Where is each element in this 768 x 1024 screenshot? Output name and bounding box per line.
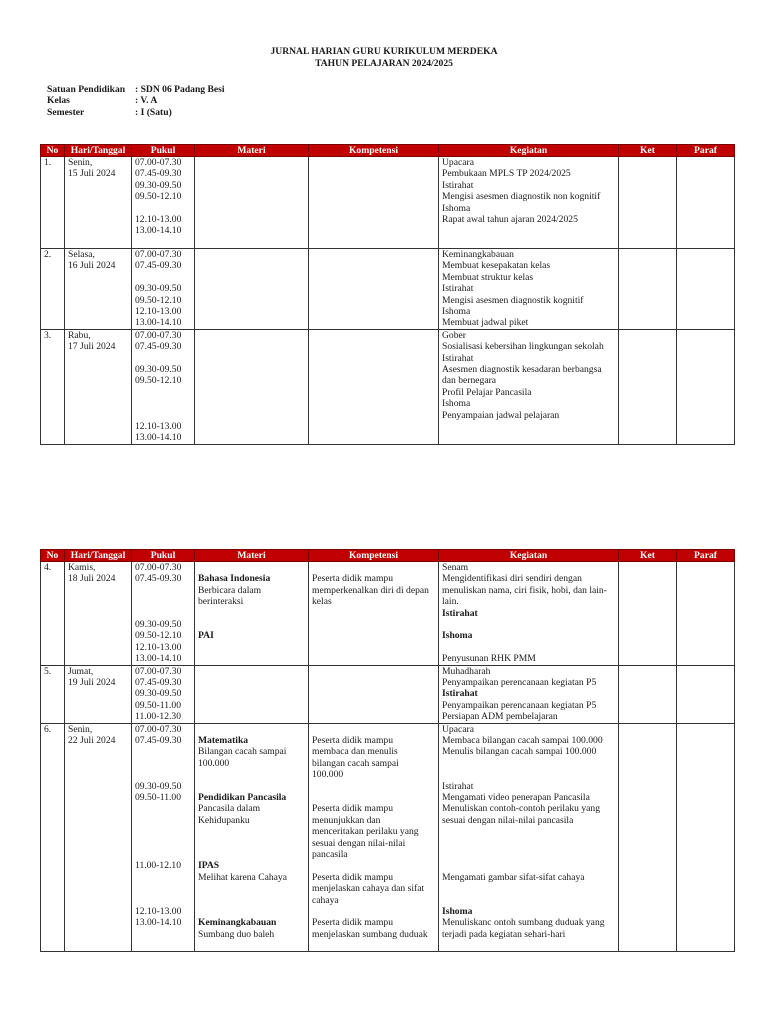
cell-line: Keminangkabauan	[198, 917, 277, 929]
cell-line: 09.30-09.50	[135, 780, 182, 792]
row-time	[132, 665, 195, 723]
row-paraf	[677, 723, 735, 951]
info-label: Satuan Pendidikan	[47, 84, 126, 95]
info-row-semester	[47, 107, 225, 118]
cell-line: Matematika	[198, 735, 249, 747]
cell-line	[198, 562, 305, 573]
cell-line	[198, 906, 305, 917]
cell-line	[135, 746, 191, 757]
cell-line: Peserta didik mampu	[312, 573, 393, 585]
cell-line: Bilangan cacah sampai	[198, 746, 287, 758]
cell-line: cahaya	[312, 894, 339, 906]
cell-line	[442, 758, 615, 769]
cell-line: 07.45-09.30	[135, 341, 182, 353]
info-value: : SDN 06 Padang Besi	[135, 84, 225, 95]
cell-line	[198, 838, 305, 849]
cell-line: 09.30-09.50	[135, 688, 182, 700]
cell-line: 12.10-13.00	[135, 421, 182, 433]
cell-line	[135, 272, 191, 283]
cell-line: 13.00-14.10	[135, 917, 182, 929]
cell-line: 16 Juli 2024	[68, 260, 116, 272]
cell-line: 2.	[44, 249, 52, 260]
cell-line	[198, 781, 305, 792]
cell-line: 09.50-11.00	[135, 699, 182, 711]
cell-line: 09.50-12.10	[135, 191, 182, 203]
cell-line: Membuat jadwal piket	[442, 317, 529, 329]
row-paraf	[677, 562, 735, 666]
table-header-row	[41, 550, 735, 562]
table-row	[41, 665, 735, 723]
journal-table-2	[40, 549, 735, 952]
row-paraf	[677, 157, 735, 249]
row-number	[41, 562, 65, 666]
cell-line: 18 Juli 2024	[68, 573, 116, 585]
cell-line	[442, 849, 615, 860]
cell-line: Membaca bilangan cacah sampai 100.000	[442, 735, 603, 747]
row-materi	[195, 157, 309, 249]
cell-line: Istirahat	[442, 179, 474, 191]
row-number	[41, 329, 65, 444]
cell-line: Membuat struktur kelas	[442, 271, 534, 283]
col-header-no: No	[41, 550, 65, 562]
cell-line: 07.45-09.30	[135, 573, 182, 585]
cell-line: Istirahat	[442, 283, 474, 295]
cell-line: Kehidupanku	[198, 814, 250, 826]
row-kegiatan	[439, 665, 619, 723]
cell-line: menjelaskan cahaya dan sifat	[312, 883, 425, 895]
col-header-date: Hari/Tanggal	[65, 145, 132, 157]
cell-line	[135, 203, 191, 214]
cell-line: 09.50-12.10	[135, 294, 182, 306]
cell-line	[312, 906, 435, 917]
row-materi	[195, 329, 309, 444]
cell-line: Pancasila dalam	[198, 803, 261, 815]
cell-line: memperkenalkan diri di depan	[312, 584, 429, 596]
row-kompetensi	[309, 157, 439, 249]
cell-line: 15 Juli 2024	[68, 168, 116, 180]
cell-line: 3.	[44, 329, 52, 341]
cell-line: 6.	[44, 723, 52, 735]
cell-line	[135, 387, 191, 398]
col-header-time: Pukul	[132, 550, 195, 562]
cell-line: menjelaskan sumbang duduak	[312, 928, 428, 940]
cell-line: 09.50-12.10	[135, 630, 182, 642]
table-header-row	[41, 145, 735, 157]
cell-line: Sumbang duo baleh	[198, 928, 275, 940]
cell-line: Selasa,	[68, 249, 95, 260]
cell-line: sesuai dengan nilai-nilai pancasila	[442, 814, 574, 826]
cell-line: Sosialisasi kebersihan lingkungan sekolah	[442, 341, 604, 353]
row-kegiatan	[439, 723, 619, 951]
cell-line: 07.45-09.30	[135, 168, 182, 180]
info-value: : I (Satu)	[135, 106, 172, 118]
row-materi	[195, 562, 309, 666]
cell-line: Peserta didik mampu	[312, 871, 393, 883]
row-ket	[619, 329, 677, 444]
cell-line	[442, 642, 615, 653]
cell-line	[198, 608, 305, 619]
cell-line: IPAS	[198, 860, 220, 872]
cell-line	[135, 585, 191, 596]
cell-line: lain.	[442, 596, 459, 608]
cell-line	[198, 619, 305, 630]
col-header-ket: Ket	[619, 145, 677, 157]
table-row	[41, 157, 735, 249]
cell-line: Rapat awal tahun ajaran 2024/2025	[442, 214, 578, 226]
cell-line: 09.50-12.10	[135, 375, 182, 387]
row-paraf	[677, 249, 735, 330]
row-time	[132, 723, 195, 951]
row-date	[65, 665, 132, 723]
cell-line: berinteraksi	[198, 596, 244, 608]
col-header-kompetensi: Kompetensi	[309, 145, 439, 157]
cell-line: 13.00-14.10	[135, 653, 182, 665]
cell-line: 100.000	[312, 769, 344, 781]
row-time	[132, 562, 195, 666]
cell-line	[312, 724, 435, 735]
row-kompetensi	[309, 562, 439, 666]
row-ket	[619, 723, 677, 951]
cell-line: Keminangkabauan	[442, 249, 514, 260]
cell-line: Penyampaian jadwal pelajaran	[442, 409, 560, 421]
cell-line: Peserta didik mampu	[312, 735, 393, 747]
cell-line	[198, 895, 305, 906]
cell-line: Ishoma	[442, 202, 471, 214]
cell-line: dan bernegara	[442, 375, 497, 387]
cell-line	[135, 872, 191, 883]
cell-line: Membuat kesepakatan kelas	[442, 260, 551, 272]
row-number	[41, 665, 65, 723]
row-date	[65, 157, 132, 249]
cell-line	[135, 883, 191, 894]
cell-line: Profil Pelajar Pancasila	[442, 386, 532, 398]
cell-line: Ishoma	[442, 906, 473, 918]
cell-line: Jumat,	[68, 665, 94, 677]
info-label: Semester	[47, 106, 85, 118]
cell-line	[442, 883, 615, 894]
row-kegiatan	[439, 157, 619, 249]
cell-line: Pembukaan MPLS TP 2024/2025	[442, 168, 571, 180]
col-header-paraf: Paraf	[677, 145, 735, 157]
cell-line	[198, 849, 305, 860]
document-subtitle: TAHUN PELAJARAN 2024/2025	[315, 58, 453, 69]
cell-line: 11.00-12.10	[135, 860, 182, 872]
row-kompetensi	[309, 723, 439, 951]
cell-line: Mengisi asesmen diagnostik kognitif	[442, 294, 584, 306]
cell-line: 07.45-09.30	[135, 735, 182, 747]
cell-line	[312, 860, 435, 871]
cell-line: Ishoma	[442, 398, 471, 410]
row-kegiatan	[439, 249, 619, 330]
cell-line: 09.30-09.50	[135, 364, 182, 376]
cell-line: Peserta didik mampu	[312, 803, 393, 815]
col-header-no: No	[41, 145, 65, 157]
row-number	[41, 723, 65, 951]
col-header-paraf: Paraf	[677, 550, 735, 562]
cell-line: 07.00-07.30	[135, 157, 182, 168]
col-header-kegiatan: Kegiatan	[439, 550, 619, 562]
school-info	[47, 84, 225, 118]
cell-line: Istirahat	[442, 352, 474, 364]
cell-line: terjadi pada kegiatan sehari-hari	[442, 928, 566, 940]
row-kompetensi	[309, 329, 439, 444]
cell-line: 12.10-13.00	[135, 905, 182, 917]
table-body	[41, 562, 735, 952]
cell-line	[442, 895, 615, 906]
cell-line: Persiapan ADM pembelajaran	[442, 711, 558, 723]
row-time	[132, 157, 195, 249]
cell-line: Menuliskan contoh-contoh perilaku yang	[442, 803, 600, 815]
table-body	[41, 157, 735, 445]
cell-line: 09.30-09.50	[135, 618, 182, 630]
cell-line: menceritakan perilaku yang	[312, 826, 419, 838]
info-value: : V. A	[135, 95, 158, 107]
row-kegiatan	[439, 562, 619, 666]
cell-line: Asesmen diagnostik kesadaran berbangsa	[442, 364, 602, 376]
cell-line: 07.00-07.30	[135, 249, 182, 260]
cell-line	[442, 619, 615, 630]
cell-line	[312, 562, 435, 573]
table-row	[41, 562, 735, 666]
table-row	[41, 723, 735, 951]
cell-line	[135, 838, 191, 849]
cell-line: Upacara	[442, 157, 474, 168]
cell-line: 11.00-12.30	[135, 711, 182, 723]
cell-line: bilangan cacah sampai	[312, 757, 399, 769]
cell-line: Istirahat	[442, 607, 478, 619]
cell-line: Menuliskanc ontoh sumbang duduak yang	[442, 917, 605, 929]
cell-line: 09.30-09.50	[135, 179, 182, 191]
cell-line: 5.	[44, 665, 52, 677]
cell-line: 07.00-07.30	[135, 562, 182, 573]
info-row-class	[47, 95, 225, 106]
cell-line: 09.50-11.00	[135, 792, 182, 804]
cell-line: 13.00-14.10	[135, 317, 182, 329]
row-date	[65, 329, 132, 444]
row-materi	[195, 249, 309, 330]
cell-line: Mengidentifikasi diri sendiri dengan	[442, 573, 582, 585]
cell-line	[198, 826, 305, 837]
col-header-date: Hari/Tanggal	[65, 550, 132, 562]
cell-line	[312, 781, 435, 792]
cell-line: Pendidikan Pancasila	[198, 792, 287, 804]
cell-line: 19 Juli 2024	[68, 677, 116, 689]
row-time	[132, 329, 195, 444]
table-row	[41, 249, 735, 330]
row-ket	[619, 562, 677, 666]
cell-line	[135, 353, 191, 364]
cell-line: Mengisi asesmen diagnostik non kognitif	[442, 191, 601, 203]
row-time	[132, 249, 195, 330]
row-date	[65, 249, 132, 330]
info-row-school	[47, 84, 225, 95]
journal-table-1	[40, 144, 735, 445]
cell-line: kelas	[312, 596, 332, 608]
row-kegiatan	[439, 329, 619, 444]
row-materi	[195, 723, 309, 951]
cell-line	[135, 803, 191, 814]
cell-line: 22 Juli 2024	[68, 735, 116, 747]
cell-line: Ishoma	[442, 630, 473, 642]
col-header-materi: Materi	[195, 145, 309, 157]
cell-line: Senin,	[68, 157, 93, 168]
table-row	[41, 329, 735, 444]
cell-line	[312, 792, 435, 803]
cell-line	[135, 758, 191, 769]
row-ket	[619, 665, 677, 723]
cell-line: Penyampaikan perencanaan kegiatan P5	[442, 699, 597, 711]
cell-line: Istirahat	[442, 780, 474, 792]
cell-line: 07.45-09.30	[135, 677, 182, 689]
cell-line: Senin,	[68, 723, 93, 735]
row-paraf	[677, 665, 735, 723]
cell-line	[135, 410, 191, 421]
cell-line: menuliskan nama, ciri fisik, hobi, dan lain-	[442, 584, 607, 596]
cell-line: 17 Juli 2024	[68, 341, 116, 353]
col-header-time: Pukul	[132, 145, 195, 157]
col-header-kegiatan: Kegiatan	[439, 145, 619, 157]
col-header-kompetensi: Kompetensi	[309, 550, 439, 562]
cell-line: Mengamati gambar sifat-sifat cahaya	[442, 871, 585, 883]
cell-line	[442, 826, 615, 837]
cell-line: PAI	[198, 630, 214, 642]
cell-line: pancasila	[312, 849, 348, 861]
cell-line: Berbicara dalam	[198, 584, 262, 596]
cell-line	[442, 769, 615, 780]
cell-line: Kamis,	[68, 562, 96, 573]
cell-line	[135, 815, 191, 826]
cell-line: Ishoma	[442, 306, 471, 318]
cell-line: Peserta didik mampu	[312, 917, 393, 929]
cell-line: 07.00-07.30	[135, 665, 182, 677]
cell-line	[135, 769, 191, 780]
cell-line: Gober	[442, 329, 466, 341]
cell-line	[442, 860, 615, 871]
cell-line: Penyusunan RHK PMM	[442, 653, 536, 665]
cell-line	[198, 769, 305, 780]
row-kompetensi	[309, 249, 439, 330]
cell-line	[198, 883, 305, 894]
cell-line: 07.00-07.30	[135, 723, 182, 735]
cell-line	[135, 608, 191, 619]
cell-line: 13.00-14.10	[135, 432, 182, 444]
cell-line: membaca dan menulis	[312, 746, 398, 758]
col-header-materi: Materi	[195, 550, 309, 562]
cell-line: sesuai dengan nilai-nilai	[312, 837, 406, 849]
row-paraf	[677, 329, 735, 444]
row-ket	[619, 249, 677, 330]
row-kompetensi	[309, 665, 439, 723]
cell-line: Istirahat	[442, 688, 478, 700]
col-header-ket: Ket	[619, 550, 677, 562]
cell-line	[135, 849, 191, 860]
cell-line	[135, 398, 191, 409]
cell-line: Menulis bilangan cacah sampai 100.000	[442, 746, 597, 758]
cell-line: Muhadharah	[442, 665, 491, 677]
row-ket	[619, 157, 677, 249]
cell-line: menunjukkan dan	[312, 814, 381, 826]
cell-line: Upacara	[442, 723, 474, 735]
cell-line: 13.00-14.10	[135, 225, 182, 237]
cell-line: 12.10-13.00	[135, 641, 182, 653]
cell-line: Mengamati video penerapan Pancasila	[442, 792, 590, 804]
cell-line: Penyampaikan perencanaan kegiatan P5	[442, 677, 597, 689]
cell-line	[135, 826, 191, 837]
cell-line: 1.	[44, 157, 52, 168]
cell-line: Melihat karena Cahaya	[198, 871, 287, 883]
document-title: JURNAL HARIAN GURU KURIKULUM MERDEKA	[270, 46, 498, 57]
cell-line	[442, 838, 615, 849]
cell-line: Rabu,	[68, 329, 91, 341]
row-date	[65, 562, 132, 666]
row-number	[41, 157, 65, 249]
cell-line: Bahasa Indonesia	[198, 573, 271, 585]
cell-line	[198, 724, 305, 735]
cell-line: 12.10-13.00	[135, 214, 182, 226]
cell-line: 12.10-13.00	[135, 306, 182, 318]
cell-line: 07.00-07.30	[135, 329, 182, 341]
info-label: Kelas	[47, 95, 70, 107]
cell-line: 07.45-09.30	[135, 260, 182, 272]
cell-line: 4.	[44, 562, 52, 573]
cell-line: Senam	[442, 562, 469, 573]
cell-line: 09.30-09.50	[135, 283, 182, 295]
cell-line: 100.000	[198, 757, 230, 769]
row-date	[65, 723, 132, 951]
cell-line	[135, 596, 191, 607]
row-materi	[195, 665, 309, 723]
cell-line	[135, 895, 191, 906]
row-number	[41, 249, 65, 330]
